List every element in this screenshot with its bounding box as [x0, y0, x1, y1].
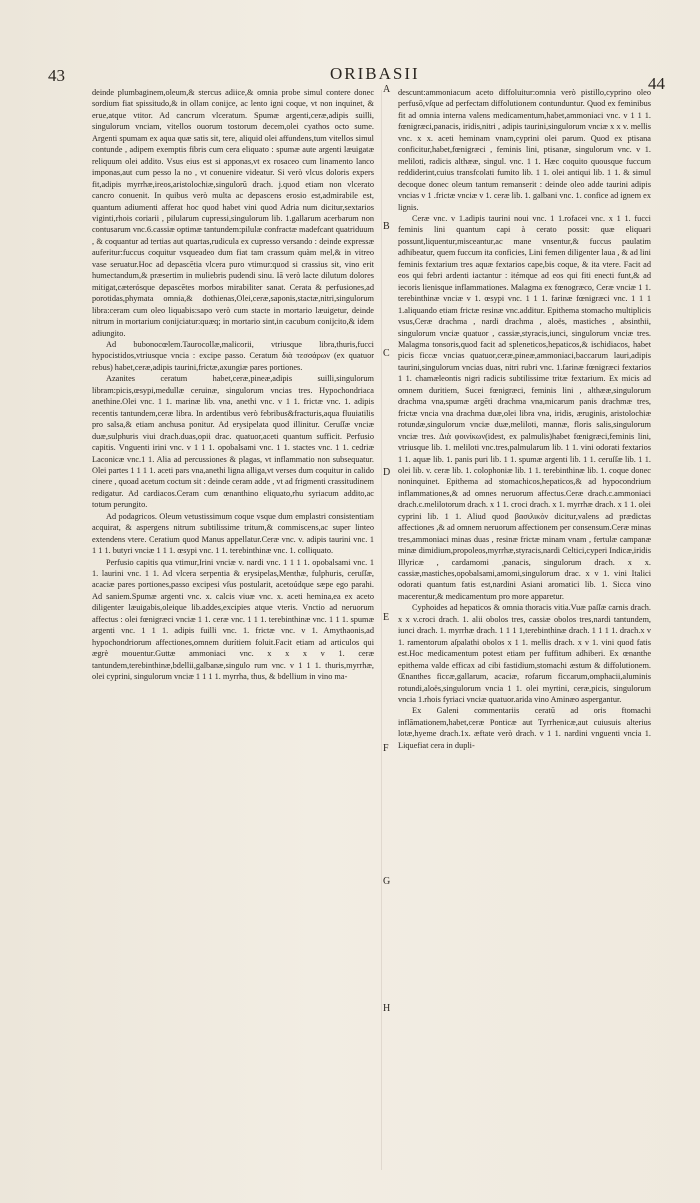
page-header — [0, 64, 700, 93]
paragraph: Ad podagricos. Oleum vetustissimum coque vsque dum emplastri consistentiam acquirat, & aspergens nitrum subtilissime tritum,& commiscens,ac super linteo extendens vtere. Ceratium quod Manus appellatur.Ceræ vnc. v. adipis taurini vnc. 1 1 1 1. butyri vnciæ 1 1 1. œsypi vnc. 1 1. terebinthinæ vnc. 1. colliquato. — [92, 511, 374, 556]
running-title: ORIBASII — [330, 64, 420, 83]
paragraph: Perfusio capitis qua vtimur,Irini vnciæ v. nardi vnc. 1 1 1 1. opobalsami vnc. 1 1. laurini vnc. 1 1. Ad vlcera serpentia & erysipelas,Menthæ, fulphuris, ceruſſæ, acaciæ pares portiones,passo excipesi vſus postularit, acetoúdque sæpe ego parahi. Ad saniem.Spumæ argenti vnc. x. calcis viuæ vnc. x. aceti hemina,ea ex aceto diligenter læuigabis,oleique lib.addes,excipies atque vteris. Vnctio ad neruorum affectus : olei fœnigræci vnciæ 1 1. ceræ vnc. 1 1 1. terebinthinæ vnc. 1 1 1. spumæ argenti vnc. 1 1 1. adipis fuilli vnc. 1. frictæ vnc. v 1. Amythaonis,ad hypochondriorum affectiones,omnem durítiem foluit.Facit etiam ad articulos qui ægrè mouentur.Guttæ ammoniaci vnc. x x x v 1. ceræ tantundem,terebinthinæ,bdellii,galbanæ,singulo rum vnc. v 1 1 1. thuris,myrrhæ, olei cyprini, singulorum vnciæ 1 1 1 1. myrrha, thus, & bdellium in vino ma- — [92, 557, 374, 682]
right-text-column — [398, 87, 651, 1177]
margin-letter-e: E — [383, 612, 390, 623]
margin-letter-g: G — [383, 876, 391, 887]
paragraph: Ceræ vnc. v 1.adipis taurini noui vnc. 1 1.rofacei vnc. x 1 1. fucci feminis lini quantum capi à cerato possit: quæ eliquari possunt,liquentur,misceantur,ac mane vnsentur,& fuccus paulatim adhibeatur, quem fuccum ita conficies, Lini femen diligenter laua , & ad lini feminis fextarium tres aquæ fextarios cape,bis coque, & ita vtere. Facit ad eos qui febri ardenti iactantur : itémque ad eos qui fiti enecti funt,& ad iecoris lienisque inflammationes. Malagma ex fœnogræco, Ceræ vnciæ 1 1. terebinthinæ vnciæ v 1. œsypi vnc. 1 1 1. farinæ fœnigræci vnc. 1 1 1 1.aliquando etiam frictæ resinæ vnc.additur. Epithema stomacho multiplicis vsus,Ceræ drachma , nardi drachma , aloës, mastiches , absinthii, singulorum vnciæ quatuor , cassiæ,styracis,iunci, singulorum vnciæ tres. Malagma tonsoris,quod facit ad spleneticos,hepaticos,& ischidiacos, habet picis ficcæ vncias quatuor,ceræ,pineæ,ammoniaci,baccarum lauri,adipis taurini,singulorum vncias duas, nitri rubri vnc. 1.farinæ fœnigræci fextarios 1 1. chamæleontis nigri radicis subtilissime tritæ fextarium. Ex micis ad omnem duritiem, Sucei fœnigræci, feminis lini , althææ,singulorum drachma vna,spumæ argēti drachma vna,micarum panis drachmæ tres, frictæ vncia vna drachma duæ,olei libra vna, iridis, æruginis, aristolochiæ rotundæ,singulorum vnciæ duæ,meliloti, mannæ, floris salis,singulorum vnciæ tres. Διὰ φοινίκων(idest, ex palmulis)habet fœnigræci,feminis lini, vtriusque lib. 1. meliloti vnc.tres,palmularum lib. 1 1. vini odorati fextarios 1 1. aquæ lib. 1. panis puri lib. 1 1. spumæ argenti lib. 1 1. ceruſſæ lib. 1 1. olei lib. v. ceræ lib. 1. colophoniæ lib. 1 1. terebinthinæ lib. 1. coque donec noninquinet. Epithema ad stomachicos,hepaticos,& ad hypocondrium inflammationes,& ad omnes neruorum affectus.Ceræ drach.c.ammoniaci drach.c.melilotorum drach. x 1 1. croci drach. x 1. myrrhæ drach. x 1 1. olei cyprini lib. 1 1. Aliud quod βασιλικὸν dicitur,valens ad prædictas affectiones ,& ad omnem neruorum affectionem per consensum.Ceræ minas tres,ammoniaci minas duas , resinæ frictæ minam vnam , fertulæ campanæ minæ dimidium,propoleos,myrrhæ,styracis,nardi Celtici,cyperi Indicæ,iridis Illyricæ , cardamomi ,panacis, singulorum drach. x x. cassiæ,mastiches,opobalsami,amomi,singulorum drac. x v 1. vini Italici odorati quantum fatis est,nardini Asiani aromatici lib. 1. Sicca vino macerentur,& medicamentum pro more apparetur. — [398, 213, 651, 601]
paragraph: Ad bubonocœlem.Taurocollæ,malicorii, vtriusque libra,thuris,fucci hypocistidos,vtriusque vncia : excipe passo. Ceratum διὰ τεσσάρων (ex quatuor rebus) habet,ceræ,adipis taurini,frictæ,axungiæ pares portiones. — [92, 339, 374, 372]
margin-letter-c: C — [383, 348, 390, 359]
margin-letter-b: B — [383, 221, 390, 232]
paragraph: Ex Galeni commentariis ceratū ad oris ftomachi inflāmationem,habet,ceræ Ponticæ aut Tyrrhenicæ,aut cuiusuis alterius lotæ,hyeme drach.1x. æftate verò drach. v 1 1. nardini vnguenti vncia 1. Liquefiat cera in dupli- — [398, 706, 651, 750]
left-text-column — [92, 87, 374, 1177]
margin-letter-f: F — [383, 743, 389, 754]
paragraph: Azanites ceratum habet,ceræ,pineæ,adipis suilli,singulorum libram:picis,œsypi,medullæ ceruinæ, singulorum vncias tres. Hypochondriaca anethine.Olei vnc. 1 1. marinæ lib. vna, anethi vnc. v 1 1. frictæ vnc. 1. adipis recentis tantundem,ceræ libra. In ardentibus verò febribus&fracturis,aqua fluuiatilis pro salsa,& etiam anchusa ponitur. Ad erysipelata quod illinitur. Ceruſſæ vnciæ duæ,sulphuris viui drach.duas,opii drac. quatuor,aceti quantum sufficit. Perfusio capitis. Vnguenti irini vnc. v 1 1 1. opobalsami vnc. 1 1. stactes vnc. 1 1. cedriæ Laconicæ vnc.1 1. Alia ad percussiones & plagas, vt inflammatio non subsequatur. Olei partes 1 1 1 1. aceti pars vna,anethi ligna alliga,vt verses dum coquitur in calido cinere , quoad acetum coctum sit : deinde ceram adde , vt ad frigmenti crassitudinem redigatur. Ad cardiacos.Ceram cum œnanthino eliquato,rhu syriacum addito,ac totum perungito. — [92, 374, 374, 510]
margin-letter-h: H — [383, 1003, 391, 1014]
right-page-number: 44 — [648, 74, 665, 93]
paragraph: Cyphoides ad hepaticos & omnia thoracis vitia.Vuæ paſſæ carnis drach. x x v.croci drach. 1. alii obolos tres, cassiæ obolos tres,nardi tantundem, iunci drach. 1. myrrhæ drach. 1 1 1 1,terebinthinæ drach. 1 1 1 1. drach.x v 1. ramentorum aſpalathi obolos x 1 1. mellis drach. x v 1. vini quod fatis est.Hoc medicamentum potest etiam per fuffitum adhiberi. Ex œnanthe epithema valde efficax ad cibi fastidium,stomachi æstum & diffolutionem. Œnanthes ficcæ,gallarum, acaciæ, rofarum ficcarum,omphacii,aluminis rotundi,aloës,singulorum vncia 1 1. olei myrtini, ceræ,picis, singulorum vncia 1.rhois fyriaci vnciæ quatuor.arida vino Aminæo aspergantur. — [398, 603, 651, 705]
margin-letter-d: D — [383, 467, 391, 478]
column-gutter — [381, 90, 382, 1170]
left-page-number: 43 — [48, 66, 65, 85]
margin-letter-a: A — [383, 84, 391, 95]
paragraph: deinde plumbaginem,oleum,& stercus adiice,& omnia probe simul contere donec sordium fiat spissitudo,& in ollam conijce, ac lento igni coque, vt non inquinet, & erue,atque vtitor. Ad cancrum vlceratum. Spumæ argenti,ceræ,adipis suilli, singulorum vnciam, vitellos ouorum tostorum decem,olei cyathos octo sume. Argenti spumam ex aqua quæ satis sit, tere, aliquid olei affundens,tum vitellos simul contunde , adipem exemptis fibris cum cera eliquato : spumæ aute argenti læuigatæ reliquum olei addito. Vsus eius est si apponas,vt ex rosaceo cum linamento lanco imponas,aut cum pesso la no , vt conuenire videatur. Si verò vlcus doloris expers fit,adipis myrrhæ,ireos,aristolochiæ,singulorū drach. j.quod etiam non vlcerato cancro conuenit. In quibus verò multa ac depascens erosio est,admirabile est, quantum adiumenti afferat hoc quod habet vini quod Adria num dicitur,sextarios viginti,rhois coriarii , pilularum cupressi,singulorum lib. 1.gallarum acerbarum non contusarum vnc.6.cassiæ optimæ tantundem:pilulæ confractæ madefcant quatriduum , & coquantur ad tertias aut quartas,rudicula ex cupresso versando : deinde expressæ auferitur:fuccus coquitur vsqueadeo dum fiat tam crassum quàm mel,& in vitreo vase seruatur.Hoc ad depascētia vlcera puro vtimur:quod si crassius sit, vino erit humectandum,& præsertim in muliebris pudendi sinu. Iā verò lacte dilutum dolores mitigat,cæterósque depascētes morbos mirabiliter sanat. Cerata & perfusiones,ad porotidas,phymata omnia,& dothienas,Olei,ceræ,saponis,stactæ,nitri,singulorum libra:ceram cum oleo liquabis:sapo verò cum stacte in mortario læuigetur, deinde nitrum in mortarium conijciatur:quæq; in mortario sint,in cacubum conijcito,& idem adiungito. — [92, 88, 374, 338]
paragraph: descunt:ammoniacum aceto diffoluitur:omnia verò pistillo,cyprino oleo perfusō,vſque ad perfectam diffolutionem contunduntur. Quod ex feminibus fit ad omnia interna valens medicamentum,habet,ammoniaci vnc. v 1 1 1. fœnigræci,panacis, iridis,nitri , adipis taurini,singulorum vnciæ x x v. mellis vnc. x x. aceti heminam vnam,cyprini olei parum. Quod ex ptisana conficitur,habet,fœnigræci , feminis lini, ptisanæ, singulorum vnc. v 1. meliloti, radicis althææ, singul. vnc. 1 1. Hæc coquito quousque fuccum reddiderint,cuius transfcolati fumito lib. 1 1. olei antiqui lib. 1 1. & simul decoque donec oleum tantum remanserit : deinde oleo adde taurini adipis vncias v 1 .frictæ vnciæ v 1. ceræ lib. 1. galbani vnc. 1. confice ad ignem ex lignis. — [398, 88, 651, 212]
